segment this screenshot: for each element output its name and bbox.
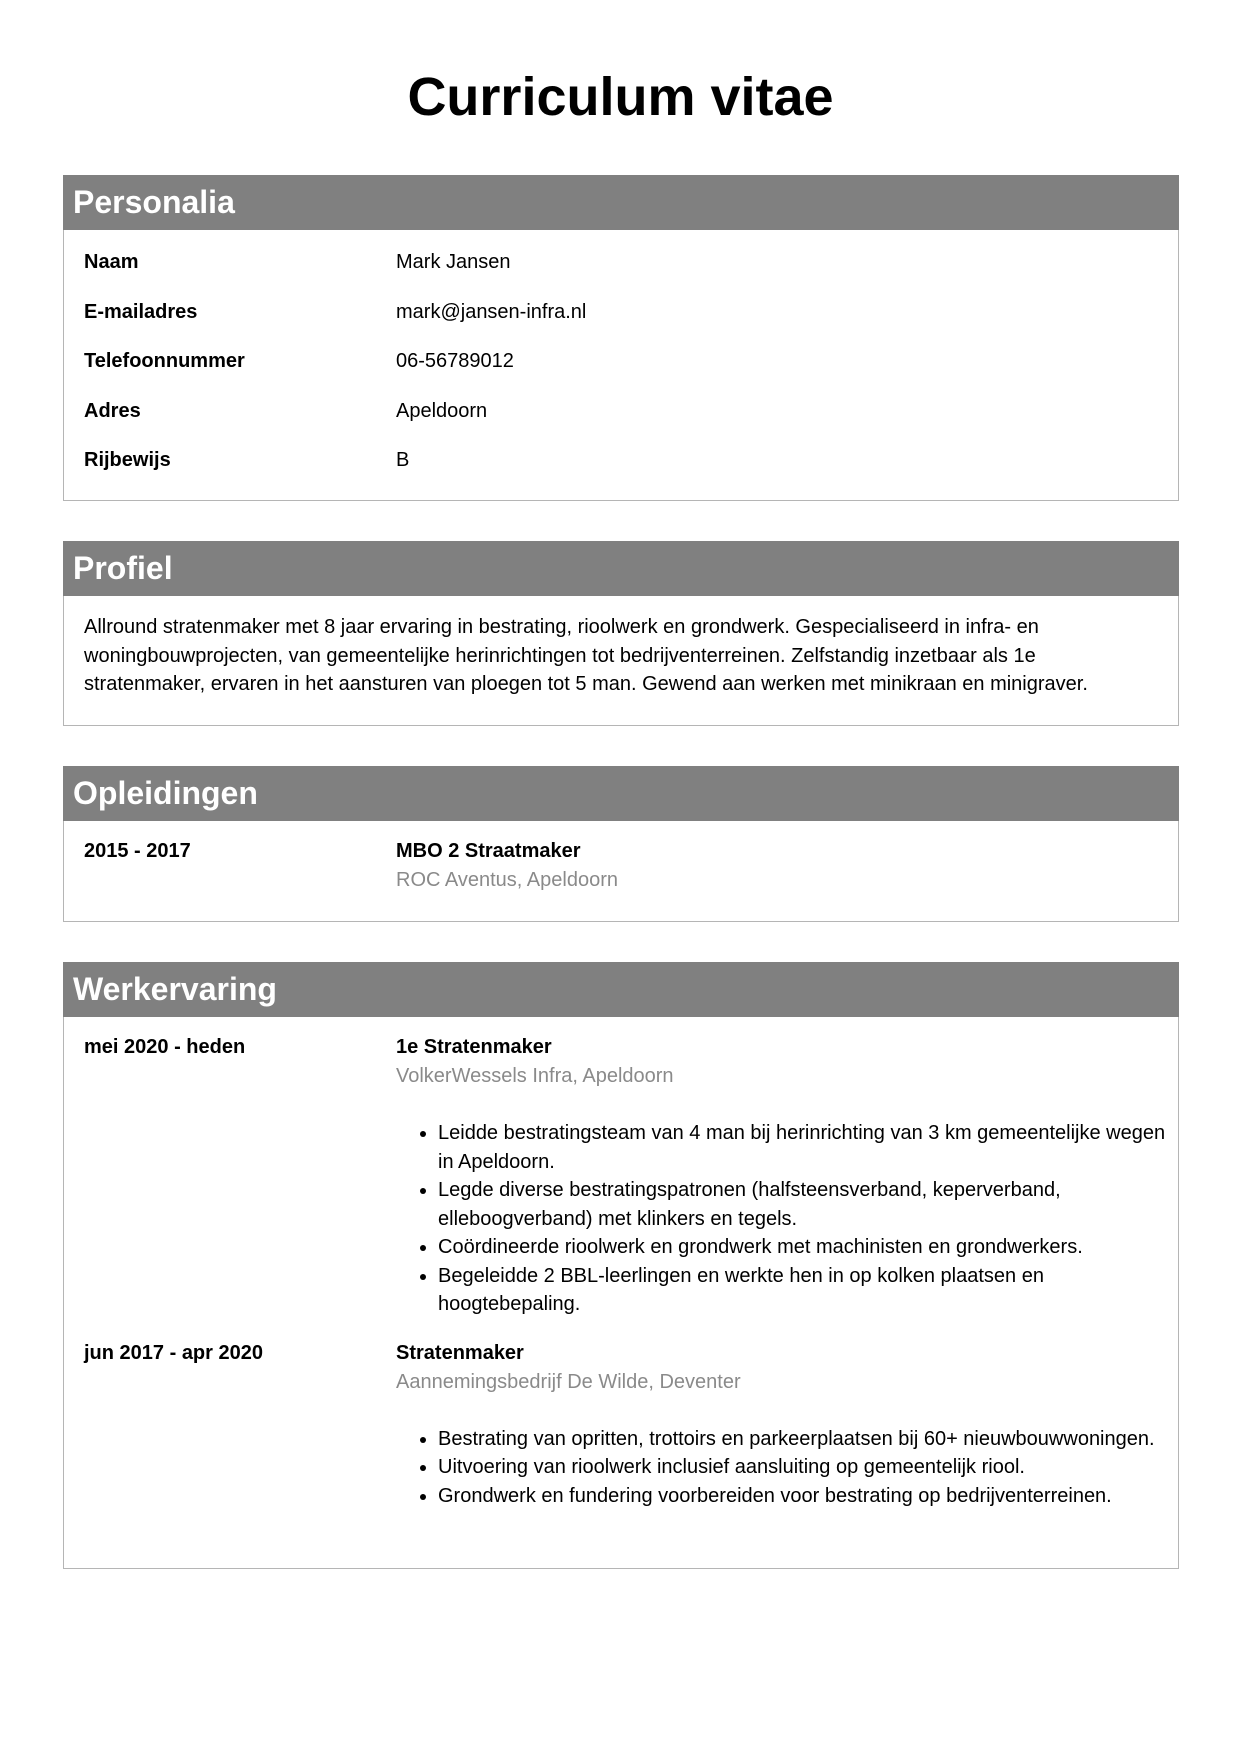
section-profiel [63,541,1179,726]
experience-title: Stratenmaker [396,1341,524,1364]
personalia-list [64,230,1178,496]
experience-period: jun 2017 - apr 2020 [84,1341,263,1364]
section-heading-opleidingen: Opleidingen [63,766,1179,821]
experience-list [64,1017,1178,1510]
experience-entry [64,1033,1178,1319]
personalia-value: mark@jansen-infra.nl [396,300,587,323]
experience-title: 1e Stratenmaker [396,1036,552,1058]
personalia-label: Telefoonnummer [84,350,245,373]
experience-company: Aannemingsbedrijf De Wilde, Deventer [396,1370,741,1393]
education-list [64,821,1178,895]
experience-details [396,1033,1178,1319]
personalia-row-email [64,298,1178,348]
experience-bullet: • Leidde bestratingsteam van 4 man bij herinrichting van 3 km gemeentelijke wegen in Apeldoorn. [438,1119,1178,1176]
experience-bullets [396,1425,1178,1511]
experience-bullet: • Uitvoering van rioolwerk inclusief aansluiting op gemeentelijk riool. [438,1453,1178,1482]
experience-company: VolkerWessels Infra, Apeldoorn [396,1065,674,1087]
education-title: MBO 2 Straatmaker [396,840,581,862]
document-title: Curriculum vitae [407,67,834,127]
experience-bullets [396,1119,1178,1319]
personalia-row-telefoon [64,347,1178,397]
personalia-value: 06-56789012 [396,350,514,373]
section-opleidingen [63,766,1179,922]
experience-bullet: • Begeleidde 2 BBL-leerlingen en werkte hen in op kolken plaatsen en hoogtebepaling. [438,1262,1178,1319]
personalia-label: E-mailadres [84,300,198,323]
education-period: 2015 - 2017 [84,840,191,862]
personalia-row-adres [64,397,1178,447]
personalia-value: Apeldoorn [396,399,488,422]
experience-entry [64,1339,1178,1511]
section-heading-profiel: Profiel [63,541,1179,596]
section-heading-personalia: Personalia [63,175,1179,230]
personalia-label: Naam [84,251,139,273]
personalia-label: Rijbewijs [84,449,171,472]
experience-bullet: • Legde diverse bestratingspatronen (halfsteensverband, keperverband, elleboogverband) met klinkers en tegels. [438,1176,1178,1233]
experience-period: mei 2020 - heden [84,1036,246,1058]
personalia-row-naam [64,248,1178,298]
experience-details [396,1339,1178,1511]
profile-text: Allround stratenmaker met 8 jaar ervaring in bestrating, rioolwerk en grondwerk. Gespecialiseerd in infra- en woningbouwprojecten, van gemeentelijke herinrichtingen tot bedrijventerreinen. Zelfstandig inzetbaar als 1e stratenmaker, ervaren in het aansturen van ploegen tot 5 man. Gewend aan werken met minikraan en minigraver. [84,616,1088,695]
personalia-value: Mark Jansen [396,251,511,273]
personalia-value: B [396,449,410,472]
education-entry [64,837,1178,895]
education-institution: ROC Aventus, Apeldoorn [396,869,618,891]
experience-bullet: • Grondwerk en fundering voorbereiden voor bestrating op bedrijventerreinen. [438,1482,1178,1511]
experience-bullet: • Bestrating van opritten, trottoirs en parkeerplaatsen bij 60+ nieuwbouwwoningen. [438,1425,1178,1454]
personalia-label: Adres [84,399,141,422]
section-heading-werkervaring: Werkervaring [63,962,1179,1017]
experience-bullet: • Coördineerde rioolwerk en grondwerk met machinisten en grondwerkers. [438,1233,1178,1262]
education-details [396,837,1178,895]
section-werkervaring [63,962,1179,1569]
section-personalia [63,175,1179,501]
personalia-row-rijbewijs [64,446,1178,496]
